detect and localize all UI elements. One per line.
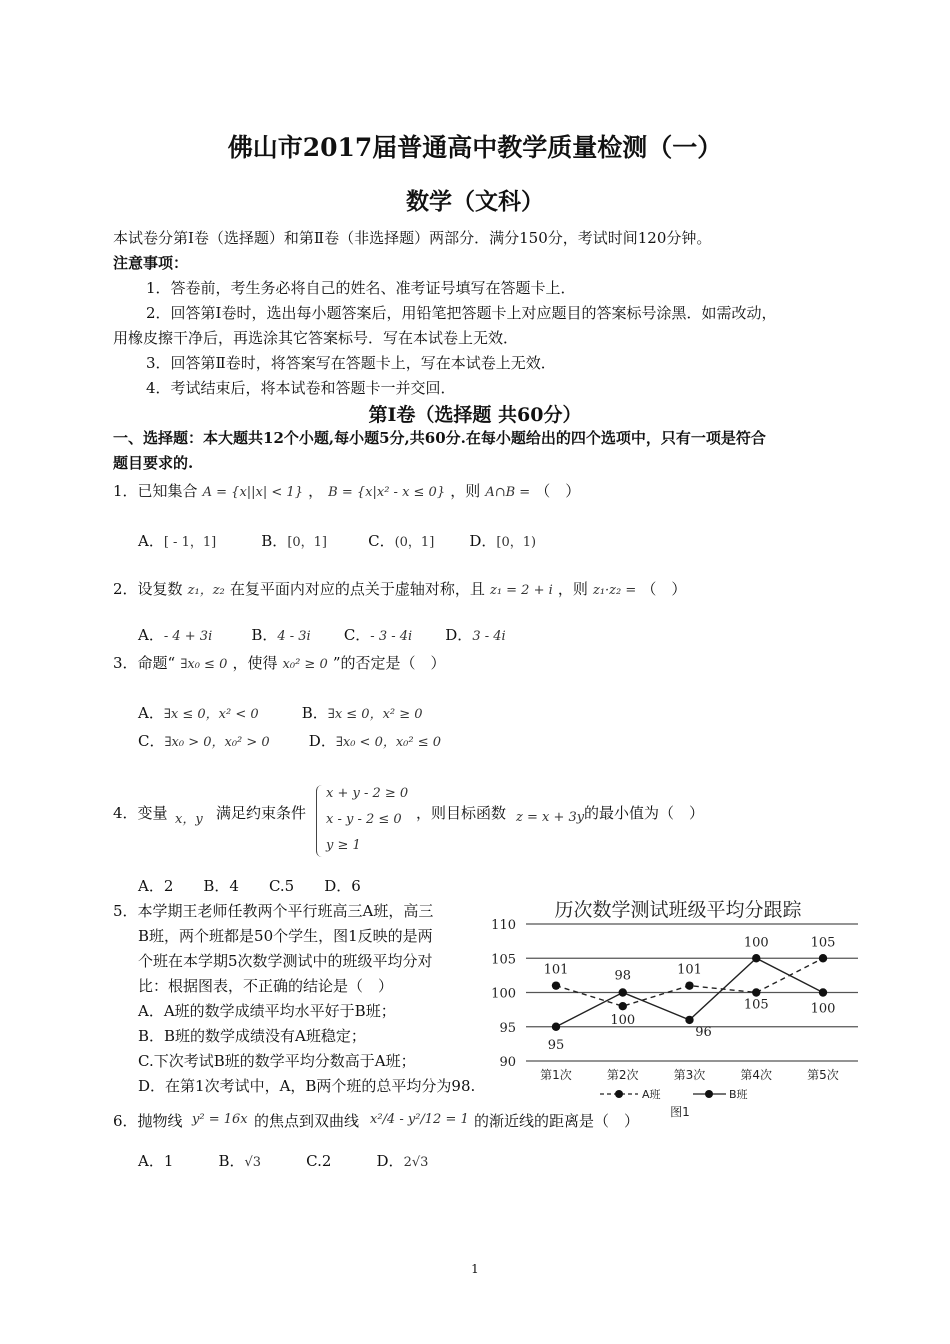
q4-stem: 4．变量 — [113, 804, 168, 822]
q5-line: B班，两个班都是50个学生，图1反映的是两 — [138, 927, 433, 945]
option-value: 3 - 4i — [472, 629, 506, 644]
section-desc: 一、选择题：本大题共12个小题,每小题5分,共60分.在每小题给出的四个选项中，只有一项是符合 — [113, 429, 766, 447]
data-point-a — [752, 988, 760, 996]
q3-options-row1 — [138, 702, 423, 723]
point-label: 101 — [677, 962, 702, 978]
q5-option[interactable]: D．在第1次考试中，A，B两个班的总平均分为98. — [138, 1077, 476, 1095]
option-value: ∃x ≤ 0，x² < 0 — [163, 707, 259, 722]
option-value: [0，1] — [287, 535, 327, 550]
point-label: 98 — [614, 968, 632, 984]
q5-line: 比：根据图表，不正确的结论是（ ） — [138, 977, 394, 995]
point-label: 100 — [743, 935, 769, 951]
q1-intersection: A∩B = — [485, 485, 531, 500]
option-label[interactable]: B． — [218, 1152, 245, 1170]
data-point-b — [819, 988, 827, 996]
option-label[interactable]: D． — [469, 532, 497, 550]
x-tick-label: 第1次 — [540, 1068, 572, 1082]
q2-stem-b: 在复平面内对应的点关于虚轴对称，且 — [229, 580, 485, 598]
option-label[interactable]: D． — [308, 732, 336, 750]
q2-z1: z₁ = 2 + i — [489, 583, 553, 598]
option-value: [ - 1，1] — [163, 535, 217, 550]
q2-vars: z₁，z₂ — [187, 583, 225, 598]
q1-set-b: B = {x|x² - x ≤ 0} — [328, 485, 446, 500]
q3-stem-b: ，使得 — [232, 654, 278, 672]
option-label[interactable]: B． — [301, 704, 328, 722]
option-value: ∃x₀ > 0，x₀² > 0 — [164, 735, 270, 750]
q1-set-a: A = {x||x| < 1} — [202, 485, 303, 500]
page-title: 佛山市2017届普通高中教学质量检测（一） — [227, 133, 723, 162]
q1-sep: ， — [308, 482, 324, 500]
legend-marker-b — [705, 1090, 713, 1098]
point-label: 96 — [695, 1024, 712, 1040]
q4-stem-b: 满足约束条件 — [216, 804, 307, 822]
q6-parabola: y² = 16x — [192, 1112, 248, 1127]
option-label[interactable]: C. — [306, 1152, 322, 1170]
y-tick-label: 105 — [491, 952, 516, 968]
q4-constraint: x - y - 2 ≤ 0 — [326, 812, 402, 827]
score-tracking-chart — [488, 888, 863, 1128]
question-2 — [113, 578, 686, 599]
page-subtitle: 数学（文科） — [406, 188, 544, 215]
q2-paren: （ ） — [641, 580, 687, 598]
q5-line: 个班在本学期5次数学测试中的班级平均分对 — [138, 952, 433, 970]
notice-line: 用橡皮擦干净后，再选涂其它答案标号．写在本试卷上无效． — [113, 329, 519, 347]
option-label[interactable]: B． — [251, 626, 278, 644]
question-1 — [113, 480, 580, 501]
y-tick-label: 95 — [499, 1020, 516, 1036]
q4-stem-d: 的最小值为（ ） — [584, 804, 705, 822]
data-point-b — [619, 988, 627, 996]
option-value: 2√3 — [403, 1155, 429, 1170]
option-label[interactable]: A． — [138, 704, 164, 722]
option-value: [0，1) — [496, 535, 537, 550]
option-value: ∃x ≤ 0，x² ≥ 0 — [327, 707, 423, 722]
page-number: 1 — [471, 1262, 479, 1276]
q1-stem-b: ，则 — [450, 482, 481, 500]
intro-text: 本试卷分第Ⅰ卷（选择题）和第Ⅱ卷（非选择题）两部分．满分150分，考试时间120分钟。 — [113, 229, 712, 247]
q4-objective: z = x + 3y — [516, 810, 585, 825]
q6-hyperbola: x²/4 - y²/12 = 1 — [370, 1112, 469, 1127]
q5-option[interactable]: B．B班的数学成绩没有A班稳定； — [138, 1027, 366, 1045]
option-value: (0，1] — [394, 535, 435, 550]
q4-vars: x，y — [175, 812, 203, 827]
data-point-a — [819, 954, 827, 962]
option-value: 4 - 3i — [277, 629, 311, 644]
option-label[interactable]: B． — [261, 532, 288, 550]
q6-stem-c: 的渐近线的距离是（ ） — [474, 1112, 640, 1130]
q2-options — [138, 624, 506, 645]
notice-line: 2．回答第Ⅰ卷时，选出每小题答案后，用铅笔把答题卡上对应题目的答案标号涂黑．如需改动， — [146, 304, 777, 322]
data-point-a — [685, 981, 693, 989]
q6-options — [138, 1150, 428, 1171]
q4-options[interactable]: A．2 B．4 C.5 D．6 — [138, 877, 361, 895]
data-point-a — [619, 1002, 627, 1010]
q2-product: z₁·z₂ = — [592, 583, 637, 598]
section-desc: 题目要求的. — [113, 454, 194, 472]
data-point-b — [552, 1023, 560, 1031]
q5-option[interactable]: A．A班的数学成绩平均水平好于B班； — [138, 1002, 396, 1020]
y-tick-label: 90 — [499, 1055, 516, 1070]
option-label[interactable]: A． — [138, 626, 164, 644]
option-value: √3 — [244, 1155, 262, 1170]
option-value: 1 — [163, 1152, 174, 1170]
q3-math-a: ∃x₀ ≤ 0 — [180, 657, 228, 672]
option-label[interactable]: C． — [343, 626, 371, 644]
x-tick-label: 第4次 — [740, 1068, 773, 1082]
data-point-b — [685, 1016, 693, 1024]
x-tick-label: 第3次 — [673, 1068, 706, 1082]
legend-label-a: A班 — [642, 1088, 661, 1101]
data-point-a — [552, 981, 560, 989]
q3-stem-c: ”的否定是（ ） — [332, 654, 446, 672]
q2-stem: 2．设复数 — [113, 580, 183, 598]
legend-label-b: B班 — [729, 1088, 748, 1101]
y-tick-label: 100 — [491, 986, 516, 1002]
chart-title: 历次数学测试班级平均分跟踪 — [554, 899, 802, 921]
q4-stem-c: ，则目标函数 — [416, 804, 507, 822]
q5-line: 5．本学期王老师任教两个平行班高三A班，高三 — [113, 902, 434, 920]
q6-stem-b: 的焦点到双曲线 — [254, 1112, 360, 1130]
section-title: 第Ⅰ卷（选择题 共60分） — [368, 404, 582, 426]
q1-paren: （ ） — [535, 482, 581, 500]
q3-options-row2 — [138, 730, 441, 751]
x-tick-label: 第5次 — [807, 1068, 839, 1082]
legend-marker-a — [615, 1090, 623, 1098]
q4-constraint: y ≥ 1 — [326, 838, 361, 853]
point-label: 105 — [810, 935, 836, 951]
q1-options — [138, 530, 536, 551]
point-label: 101 — [543, 962, 569, 978]
question-3 — [113, 652, 446, 673]
notice-line: 1．答卷前，考生务必将自己的姓名、准考证号填写在答题卡上． — [146, 279, 576, 297]
x-tick-label: 第2次 — [606, 1068, 639, 1082]
point-label: 100 — [810, 1001, 836, 1017]
notice-line: 3．回答第Ⅱ卷时，将答案写在答题卡上，写在本试卷上无效． — [146, 354, 556, 372]
q2-stem-c: ，则 — [557, 580, 588, 598]
point-label: 100 — [610, 1013, 636, 1029]
chart-caption: 图1 — [670, 1105, 690, 1119]
data-point-b — [752, 954, 760, 962]
option-value: 2 — [321, 1152, 332, 1170]
notice-heading: 注意事项： — [113, 254, 189, 272]
point-label: 105 — [743, 997, 769, 1013]
q3-math-b: x₀² ≥ 0 — [282, 657, 328, 672]
option-label[interactable]: C． — [368, 532, 395, 550]
option-value: - 4 + 3i — [163, 629, 213, 644]
option-value: - 3 - 4i — [370, 629, 413, 644]
option-value: ∃x₀ < 0，x₀² ≤ 0 — [335, 735, 442, 750]
q5-option[interactable]: C.下次考试B班的数学平均分数高于A班； — [138, 1052, 416, 1070]
option-label[interactable]: D． — [376, 1152, 404, 1170]
q4-constraint-brace — [316, 785, 323, 857]
option-label[interactable]: A． — [138, 1152, 164, 1170]
q1-stem: 1．已知集合 — [113, 482, 198, 500]
q6-stem: 6．抛物线 — [113, 1112, 183, 1130]
q4-constraint: x + y - 2 ≥ 0 — [326, 786, 409, 801]
option-label[interactable]: A． — [138, 532, 164, 550]
q3-stem: 3．命题“ — [113, 654, 176, 672]
notice-line: 4．考试结束后，将本试卷和答题卡一并交回． — [146, 379, 456, 397]
option-label[interactable]: D． — [445, 626, 473, 644]
y-tick-label: 110 — [491, 918, 516, 933]
option-label[interactable]: C． — [138, 732, 165, 750]
point-label: 95 — [547, 1037, 565, 1053]
